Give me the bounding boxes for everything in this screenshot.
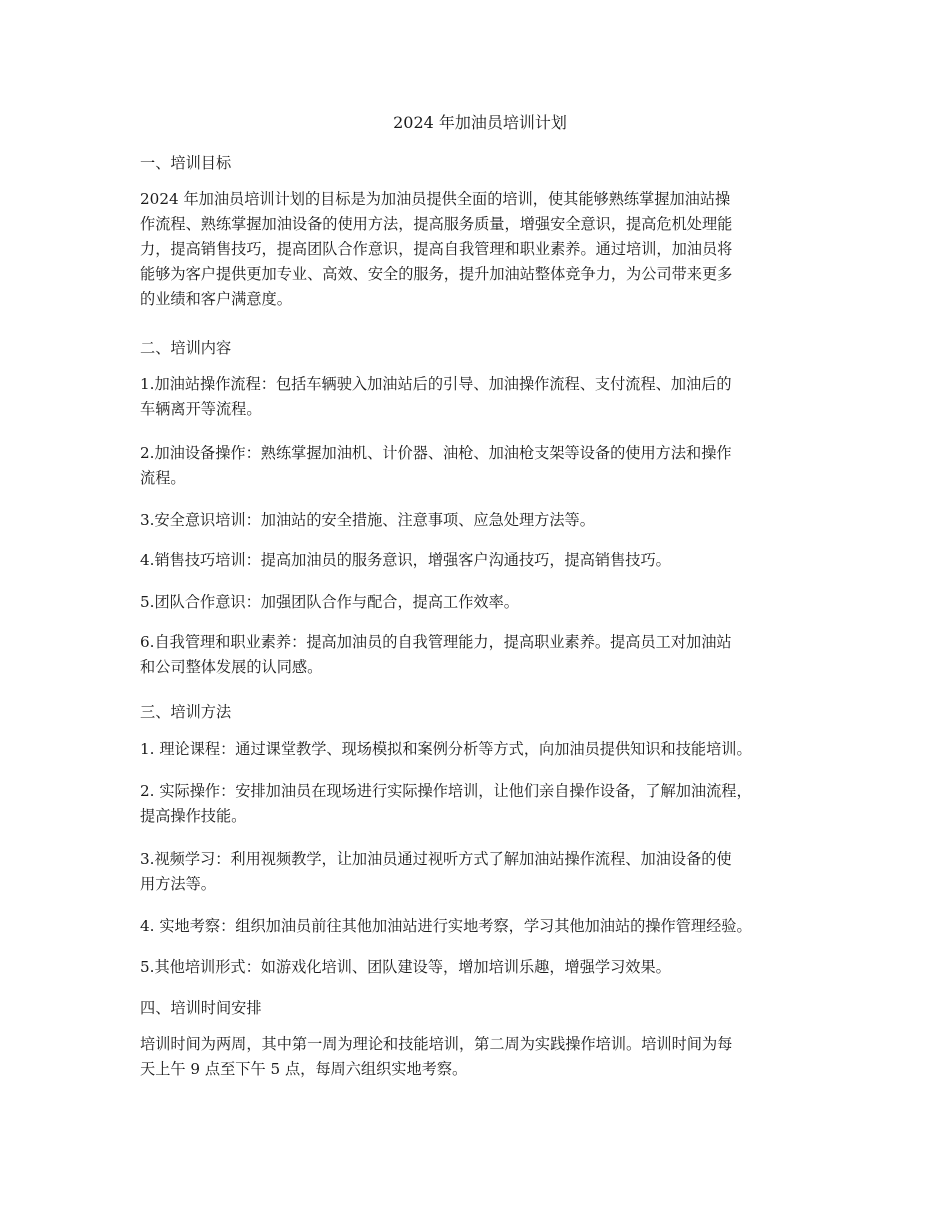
paragraph-methods-4: [140, 914, 830, 939]
text-line: 3.视频学习：利用视频教学，让加油员通过视听方式了解加油站操作流程、加油设备的使: [140, 850, 732, 868]
text-line: 1. 理论课程：通过课堂教学、现场模拟和案例分析等方式，向加油员提供知识和技能培训。: [140, 740, 752, 758]
section-heading-goals: 一、培训目标: [140, 154, 232, 172]
text-line: 和公司整体发展的认同感。: [140, 658, 323, 676]
text-line: 力，提高销售技巧，提高团队合作意识，提高自我管理和职业素养。通过培训，加油员将: [140, 240, 733, 258]
text-line: 4.销售技巧培训：提高加油员的服务意识，增强客户沟通技巧，提高销售技巧。: [140, 551, 671, 569]
paragraph-content-6: [140, 630, 830, 680]
text-line: 流程。: [140, 469, 186, 487]
document-page: [140, 0, 830, 1230]
paragraph-schedule: [140, 1032, 830, 1082]
section-heading-content: 二、培训内容: [140, 339, 232, 357]
paragraph-methods-5: [140, 955, 830, 980]
paragraph-content-3: [140, 508, 830, 533]
paragraph-content-1: [140, 372, 830, 422]
text-line: 6.自我管理和职业素养：提高加油员的自我管理能力，提高职业素养。提高员工对加油站: [140, 633, 732, 651]
text-line: 车辆离开等流程。: [140, 400, 262, 418]
text-line: 2.加油设备操作：熟练掌握加油机、计价器、油枪、加油枪支架等设备的使用方法和操作: [140, 444, 732, 462]
paragraph-methods-3: [140, 847, 830, 897]
text-line: 天上午 9 点至下午 5 点，每周六组织实地考察。: [140, 1060, 468, 1078]
paragraph-content-2: [140, 441, 830, 491]
text-line: 2. 实际操作：安排加油员在现场进行实际操作培训，让他们亲自操作设备，了解加油流程，: [140, 782, 752, 800]
document-title: 2024 年加油员培训计划: [393, 113, 567, 132]
text-line: 作流程、熟练掌握加油设备的使用方法，提高服务质量，增强安全意识，提高危机处理能: [140, 215, 733, 233]
paragraph-goals: [140, 187, 830, 312]
text-line: 培训时间为两周，其中第一周为理论和技能培训，第二周为实践操作培训。培训时间为每: [140, 1035, 733, 1053]
paragraph-content-4: [140, 548, 830, 573]
text-line: 用方法等。: [140, 875, 216, 893]
text-line: 提高操作技能。: [140, 807, 247, 825]
paragraph-methods-1: [140, 737, 830, 762]
text-line: 1.加油站操作流程：包括车辆驶入加油站后的引导、加油操作流程、支付流程、加油后的: [140, 375, 732, 393]
paragraph-content-5: [140, 590, 830, 615]
text-line: 能够为客户提供更加专业、高效、安全的服务，提升加油站整体竞争力，为公司带来更多: [140, 265, 733, 283]
text-line: 5.团队合作意识：加强团队合作与配合，提高工作效率。: [140, 593, 519, 611]
text-line: 2024 年加油员培训计划的目标是为加油员提供全面的培训，使其能够熟练掌握加油站操: [140, 190, 731, 208]
text-line: 5.其他培训形式：如游戏化培训、团队建设等，增加培训乐趣，增强学习效果。: [140, 958, 671, 976]
paragraph-methods-2: [140, 779, 830, 829]
text-line: 的业绩和客户满意度。: [140, 290, 292, 308]
text-line: 3.安全意识培训：加油站的安全措施、注意事项、应急处理方法等。: [140, 511, 595, 529]
text-line: 4. 实地考察：组织加油员前往其他加油站进行实地考察，学习其他加油站的操作管理经验。: [140, 917, 752, 935]
section-heading-methods: 三、培训方法: [140, 703, 232, 721]
section-heading-schedule: 四、培训时间安排: [140, 999, 262, 1017]
